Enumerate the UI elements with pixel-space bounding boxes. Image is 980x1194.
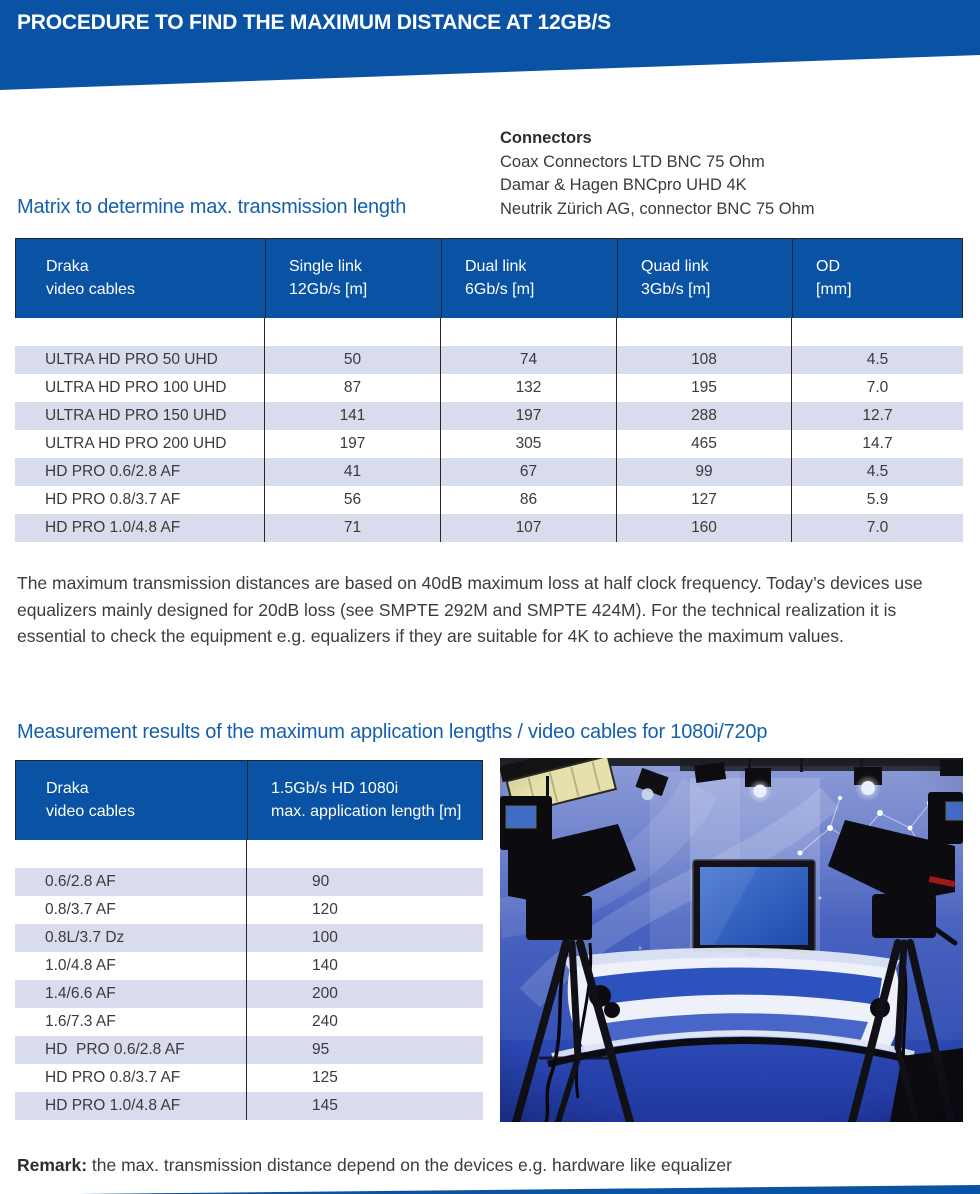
value-cell: 127 bbox=[617, 486, 792, 514]
value-cell: 74 bbox=[441, 346, 617, 374]
cable-name-cell: HD PRO 1.0/4.8 AF bbox=[15, 514, 265, 542]
table1-header-cell: Draka video cables bbox=[16, 239, 266, 318]
remark-line bbox=[17, 1155, 947, 1176]
value-cell: 200 bbox=[312, 985, 338, 1002]
value-cell: 132 bbox=[441, 374, 617, 402]
value-cell: 4.5 bbox=[866, 351, 889, 368]
cable-name-cell: ULTRA HD PRO 150 UHD bbox=[15, 402, 265, 430]
cable-name-cell: 1.6/7.3 AF bbox=[15, 1008, 247, 1036]
value-cell: 7.0 bbox=[866, 379, 889, 396]
value-cell: 71 bbox=[265, 514, 441, 542]
cable-name-cell: ULTRA HD PRO 50 UHD bbox=[15, 346, 265, 374]
value-cell: 41 bbox=[265, 458, 441, 486]
application-length-table bbox=[15, 760, 483, 1120]
table1-header-row bbox=[15, 238, 963, 318]
table1-header-cell: Dual link 6Gb/s [m] bbox=[442, 239, 618, 318]
value-cell: 120 bbox=[312, 901, 338, 918]
table-row bbox=[15, 374, 963, 402]
value-cell: 86 bbox=[441, 486, 617, 514]
matrix-section-heading: Matrix to determine max. transmission length bbox=[17, 196, 407, 218]
connector-line: Coax Connectors LTD BNC 75 Ohm bbox=[500, 152, 765, 171]
value-cell: 145 bbox=[312, 1097, 338, 1114]
table1-body bbox=[15, 346, 963, 542]
table2-body bbox=[15, 868, 483, 1120]
table1-spacer-row bbox=[15, 318, 963, 346]
cable-name-cell: 0.8/3.7 AF bbox=[15, 896, 247, 924]
table2-header-cell: 1.5Gb/s HD 1080i max. application length [m] bbox=[271, 780, 462, 820]
value-cell: 90 bbox=[312, 873, 330, 890]
table-row bbox=[15, 980, 483, 1008]
cable-name-cell: 0.6/2.8 AF bbox=[15, 868, 247, 896]
value-cell: 12.7 bbox=[862, 407, 893, 424]
cable-name-cell: 1.0/4.8 AF bbox=[15, 952, 247, 980]
table-row bbox=[15, 1008, 483, 1036]
value-cell: 99 bbox=[617, 458, 792, 486]
value-cell: 100 bbox=[312, 929, 338, 946]
value-cell: 240 bbox=[312, 1013, 338, 1030]
explanation-paragraph: The maximum transmission distances are based on 40dB maximum loss at half clock frequency. Today’s devices use equalizers mainly designed for 20dB loss (see SMPTE 292M and SMPTE 424M). For the technical realization it is essential to check the equipment e.g. equalizers if they are suitable for 4K to achieve the maximum values. bbox=[17, 573, 923, 646]
value-cell: 56 bbox=[265, 486, 441, 514]
connector-line: Damar & Hagen BNCpro UHD 4K bbox=[500, 176, 747, 194]
value-cell: 160 bbox=[617, 514, 792, 542]
table2-header-cell: Draka video cables bbox=[16, 761, 248, 840]
value-cell: 7.0 bbox=[866, 519, 889, 536]
remark-text: the max. transmission distance depend on the devices e.g. hardware like equalizer bbox=[87, 1155, 732, 1175]
bottom-banner-edge bbox=[78, 1185, 980, 1194]
table-row bbox=[15, 486, 963, 514]
value-cell: 465 bbox=[617, 430, 792, 458]
table1-header-cell: OD [mm] bbox=[816, 258, 852, 298]
table1-header-cell: Single link 12Gb/s [m] bbox=[266, 239, 442, 318]
table-row bbox=[15, 514, 963, 542]
table-row bbox=[15, 458, 963, 486]
remark-label: Remark: bbox=[17, 1155, 88, 1175]
table2-spacer-row bbox=[15, 840, 483, 868]
connectors-heading: Connectors bbox=[500, 129, 592, 147]
cable-name-cell: HD PRO 0.8/3.7 AF bbox=[15, 486, 265, 514]
value-cell: 50 bbox=[265, 346, 441, 374]
table-row bbox=[15, 924, 483, 952]
table-row bbox=[15, 402, 963, 430]
cable-name-cell: ULTRA HD PRO 100 UHD bbox=[15, 374, 265, 402]
table-row bbox=[15, 430, 963, 458]
connectors-block bbox=[500, 127, 815, 221]
table-row bbox=[15, 1036, 483, 1064]
table-row bbox=[15, 868, 483, 896]
value-cell: 197 bbox=[265, 430, 441, 458]
value-cell: 87 bbox=[265, 374, 441, 402]
transmission-length-table bbox=[15, 238, 963, 542]
value-cell: 140 bbox=[312, 957, 338, 974]
value-cell: 197 bbox=[441, 402, 617, 430]
value-cell: 141 bbox=[265, 402, 441, 430]
table-row bbox=[15, 952, 483, 980]
value-cell: 288 bbox=[617, 402, 792, 430]
value-cell: 107 bbox=[441, 514, 617, 542]
value-cell: 95 bbox=[312, 1041, 330, 1058]
studio-photo bbox=[500, 758, 963, 1122]
cable-name-cell: HD PRO 0.6/2.8 AF bbox=[15, 458, 265, 486]
table-row bbox=[15, 896, 483, 924]
value-cell: 4.5 bbox=[866, 463, 889, 480]
cable-name-cell: 1.4/6.6 AF bbox=[15, 980, 247, 1008]
table-row bbox=[15, 1092, 483, 1120]
measurement-section-heading: Measurement results of the maximum application lengths / video cables for 1080i/720p bbox=[17, 721, 768, 743]
cable-name-cell: HD PRO 0.8/3.7 AF bbox=[15, 1064, 247, 1092]
cable-name-cell: HD PRO 0.6/2.8 AF bbox=[15, 1036, 247, 1064]
value-cell: 67 bbox=[441, 458, 617, 486]
value-cell: 14.7 bbox=[862, 435, 893, 452]
cable-name-cell: 0.8L/3.7 Dz bbox=[15, 924, 247, 952]
value-cell: 125 bbox=[312, 1069, 338, 1086]
cable-name-cell: ULTRA HD PRO 200 UHD bbox=[15, 430, 265, 458]
table2-header-row bbox=[15, 760, 483, 840]
table1-header-cell: Quad link 3Gb/s [m] bbox=[618, 239, 793, 318]
connector-line: Neutrik Zürich AG, connector BNC 75 Ohm bbox=[500, 199, 815, 218]
studio-photo-art bbox=[500, 758, 963, 1122]
value-cell: 5.9 bbox=[866, 491, 889, 508]
value-cell: 195 bbox=[617, 374, 792, 402]
table-row bbox=[15, 346, 963, 374]
page-title: PROCEDURE TO FIND THE MAXIMUM DISTANCE AT 12GB/S bbox=[17, 11, 611, 34]
value-cell: 108 bbox=[617, 346, 792, 374]
cable-name-cell: HD PRO 1.0/4.8 AF bbox=[15, 1092, 247, 1120]
value-cell: 305 bbox=[441, 430, 617, 458]
table-row bbox=[15, 1064, 483, 1092]
